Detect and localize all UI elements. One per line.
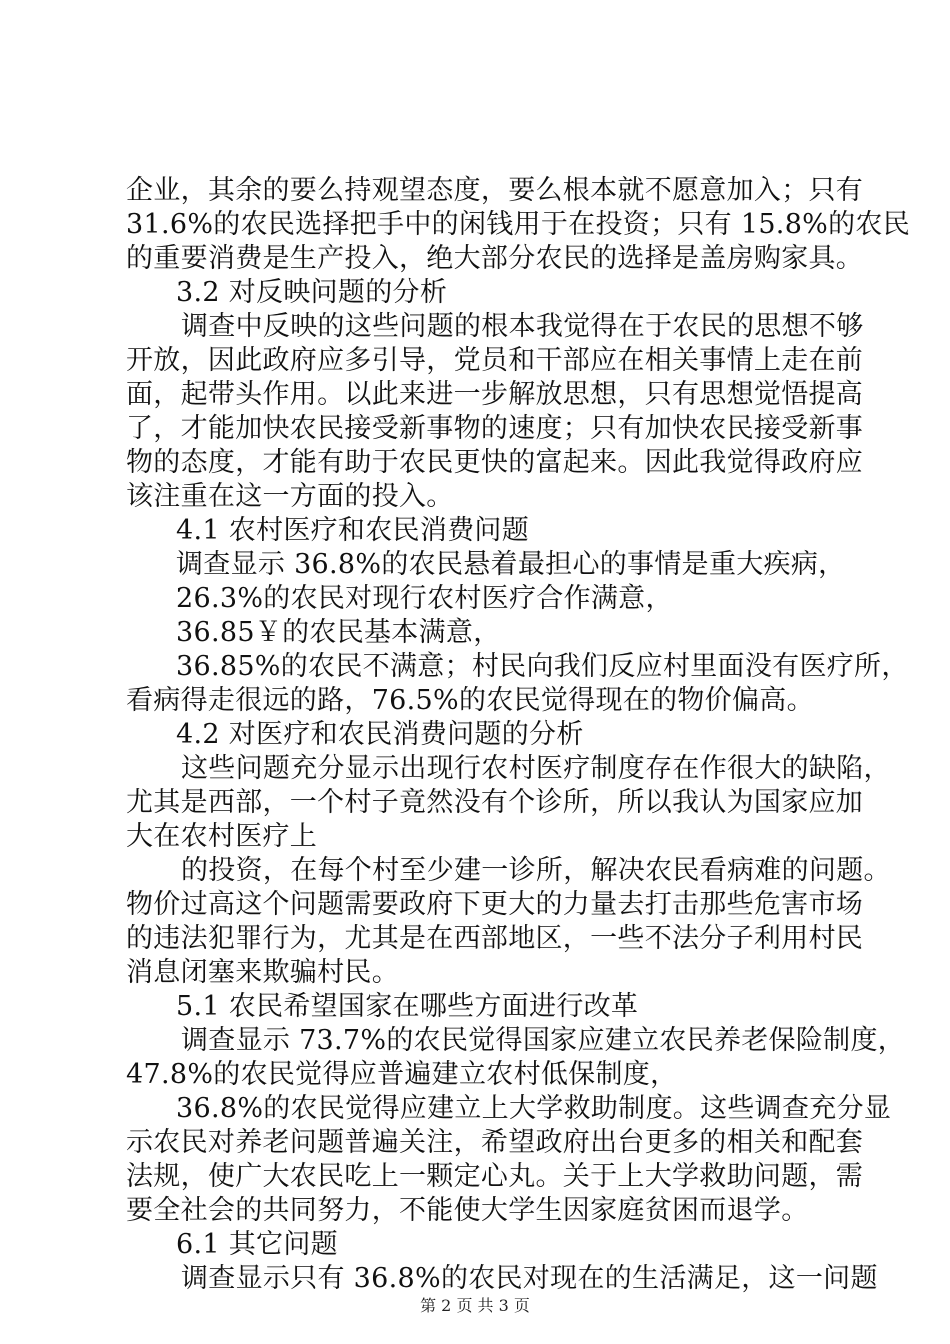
section-heading: 3.2 对反映问题的分析 (176, 277, 448, 308)
text-line: 的投资，在每个村至少建一诊所，解决农民看病难的问题。 (181, 855, 891, 886)
text-line: 36.85%的农民不满意；村民向我们反应村里面没有医疗所， (176, 651, 909, 682)
text-line: 要全社会的共同努力，不能使大学生因家庭贫困而退学。 (126, 1195, 809, 1226)
text-line: 了，才能加快农民接受新事物的速度；只有加快农民接受新事 (126, 413, 864, 444)
text-line: 26.3%的农民对现行农村医疗合作满意， (176, 583, 673, 614)
section-heading: 4.2 对医疗和农民消费问题的分析 (176, 719, 584, 750)
text-line: 调查显示 73.7%的农民觉得国家应建立农民养老保险制度， (181, 1025, 906, 1056)
text-line: 面，起带头作用。以此来进一步解放思想，只有思想觉悟提高 (126, 379, 864, 410)
text-line: 36.8%的农民觉得应建立上大学救助制度。这些调查充分显 (176, 1093, 892, 1124)
text-line: 物的态度，才能有助于农民更快的富起来。因此我觉得政府应 (126, 447, 864, 478)
text-line: 的违法犯罪行为，尤其是在西部地区，一些不法分子利用村民 (126, 923, 864, 954)
text-line: 消息闭塞来欺骗村民。 (126, 957, 399, 988)
text-line: 调查中反映的这些问题的根本我觉得在于农民的思想不够 (181, 311, 864, 342)
section-heading: 6.1 其它问题 (176, 1229, 338, 1260)
text-line: 的重要消费是生产投入，绝大部分农民的选择是盖房购家具。 (126, 243, 864, 274)
section-heading: 5.1 农民希望国家在哪些方面进行改革 (176, 991, 639, 1022)
text-line: 看病得走很远的路，76.5%的农民觉得现在的物价偏高。 (126, 685, 814, 716)
text-line: 大在农村医疗上 (126, 821, 318, 852)
text-line: 36.85￥的农民基本满意， (176, 617, 501, 648)
text-line: 47.8%的农民觉得应普遍建立农村低保制度， (126, 1059, 678, 1090)
text-line: 法规，使广大农民吃上一颗定心丸。关于上大学救助问题，需 (126, 1161, 864, 1192)
page-number-footer: 第 2 页 共 3 页 (420, 1296, 530, 1315)
text-line: 调查显示 36.8%的农民悬着最担心的事情是重大疾病， (176, 549, 846, 580)
text-line: 31.6%的农民选择把手中的闲钱用于在投资；只有 15.8%的农民 (126, 209, 911, 240)
text-line: 物价过高这个问题需要政府下更大的力量去打击那些危害市场 (126, 889, 864, 920)
text-line: 示农民对养老问题普遍关注，希望政府出台更多的相关和配套 (126, 1127, 864, 1158)
text-line: 尤其是西部，一个村子竟然没有个诊所，所以我认为国家应加 (126, 787, 864, 818)
section-heading: 4.1 农村医疗和农民消费问题 (176, 515, 530, 546)
text-line: 调查显示只有 36.8%的农民对现在的生活满足，这一问题 (181, 1263, 878, 1294)
text-line: 这些问题充分显示出现行农村医疗制度存在作很大的缺陷， (181, 753, 891, 784)
text-line: 该注重在这一方面的投入。 (126, 481, 454, 512)
text-line: 企业，其余的要么持观望态度，要么根本就不愿意加入；只有 (126, 175, 864, 206)
text-line: 开放，因此政府应多引导，党员和干部应在相关事情上走在前 (126, 345, 864, 376)
